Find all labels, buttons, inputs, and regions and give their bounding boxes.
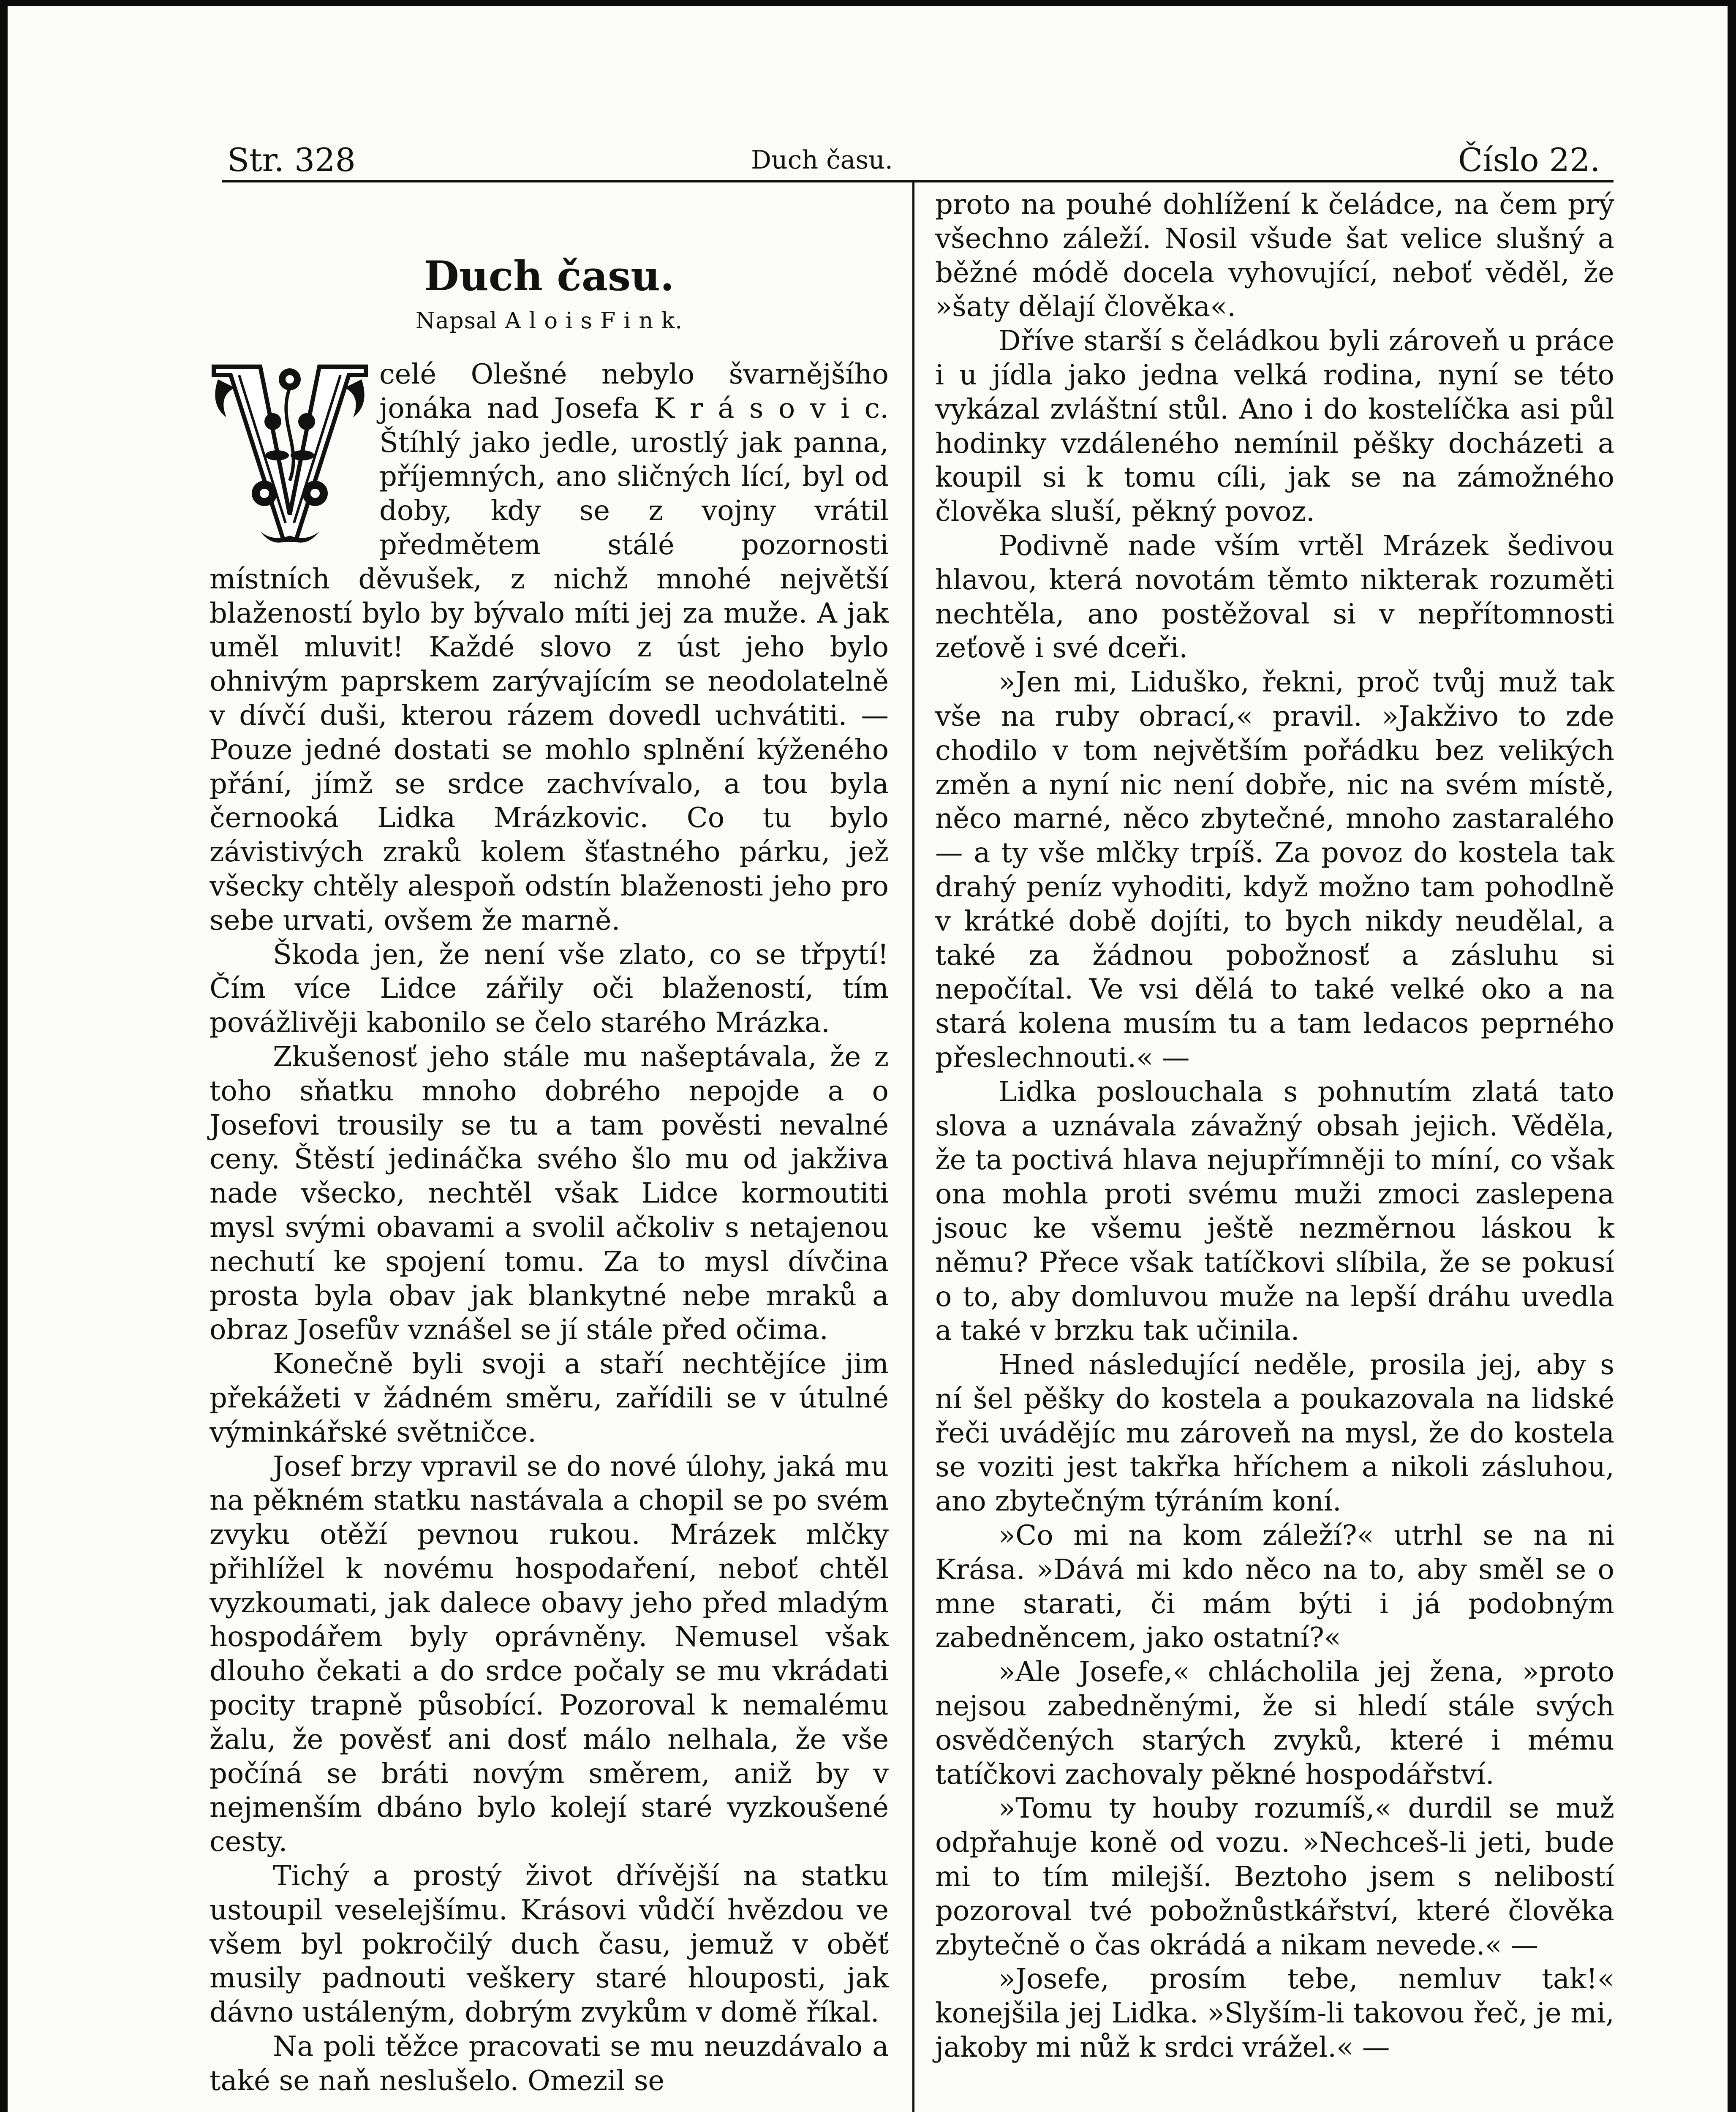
drop-cap-ornament-icon (210, 354, 370, 548)
page-number: Str. 328 (227, 141, 356, 179)
paragraph: proto na pouhé dohlížení k čeládce, na čem prý všechno záleží. Nosil všude šat velice slušný a běžné módě docela vyhovující, neboť věděl, že »šaty dělají člověka«. (935, 188, 1614, 323)
paragraph: Konečně byli svoji a staří nechtějíce jim překážeti v žádném směru, zařídili se v útulné výminkářské světničce. (210, 1348, 889, 1448)
article-title: Duch času. (424, 252, 675, 300)
header-rule (222, 180, 1614, 182)
paragraph: Podivně nade vším vrtěl Mrázek šedivou hlavou, která novotám těmto nikterak rozuměti nechtěla, ano postěžoval si v nepřítomnosti zeťově i své dceři. (935, 529, 1614, 664)
journal-title: Duch času. (751, 145, 893, 175)
ornamental-drop-cap (210, 354, 370, 548)
right-column (935, 188, 1614, 2065)
left-column (210, 188, 889, 2098)
paragraph: Lidka poslouchala s pohnutím zlatá tato slova a uznávala závažný obsah jejich. Věděla, že ta poctivá hlava nejupřímněji to míní, co však ona mohla proti svému muži zmoci zaslepena jsouc ke všemu ještě nezměrnou láskou k němu? Přece však tatíčkovi slíbila, že se pokusí o to, aby domluvou muže na lepší dráhu uvedla a také v brzku tak učinila. (935, 1075, 1614, 1347)
paragraph: »Tomu ty houby rozumíš,« durdil se muž odpřahuje koně od vozu. »Nechceš-li jeti, bude mi to tím milejší. Beztoho jsem s nelibostí pozoroval tvé pobožnůstkářství, které člověka zbytečně o čas okrádá a nikam nevede.« — (935, 1792, 1614, 1961)
paragraph: celé Olešné nebylo švarnějšího jonáka nad Josefa K r á s o v i c. Štíhlý jako jedle, urostlý jak panna, příjemných, ano sličných lící, byl od doby, kdy se z vojny vrátil předmětem stálé pozornosti místních děvušek, z nichž mnohé největší blažeností bylo by bývalo míti jej za muže. A jak uměl mluvit! Každé slovo z úst jeho bylo ohnivým paprskem zarývajícím se neodolatelně v dívčí duši, kterou rázem dovedl uchvátiti. — Pouze jedné dostati se mohlo splnění kýženého přání, jímž se srdce zachvívalo, a tou byla černooká Lidka Mrázkovic. Co tu bylo závistivých zraků kolem šťastného párku, jež všecky chtěly alespoň odstín blaženosti jeho pro sebe urvati, ovšem že marně. (210, 358, 889, 936)
column-divider (912, 180, 914, 2112)
paragraph: Na poli těžce pracovati se mu neuzdávalo a také se naň neslušelo. Omezil se (210, 2030, 889, 2097)
paragraph: Hned následující neděle, prosila jej, aby s ní šel pěšky do kostela a poukazovala na lidské řeči uvádějíc mu zároveň na mysl, že do kostela se voziti jest takřka hříchem a nikoli zásluhou, ano zbytečným týráním koní. (935, 1349, 1614, 1518)
paragraph: Škoda jen, že není vše zlato, co se třpytí! Čím více Lidce zářily oči blažeností, tím povážlivěji kabonilo se čelo starého Mrázka. (210, 938, 889, 1039)
running-header (8, 133, 1728, 188)
paragraph: Josef brzy vpravil se do nové úlohy, jaká mu na pěkném statku nastávala a chopil se po svém zvyku otěží pevnou rukou. Mrázek mlčky přihlížel k novému hospodaření, neboť chtěl vyzkoumati, jak dalece obavy jeho před mladým hospodářem byly oprávněny. Nemusel však dlouho čekati a do srdce počaly se mu vkrádati pocity trapně působící. Pozoroval k nemalému žalu, že pověsť ani dosť málo nelhala, že vše počíná se bráti novým směrem, aniž by v nejmenším dbáno bylo kolejí staré vyzkoušené cesty. (210, 1450, 889, 1858)
article-byline: Napsal A l o i s F i n k. (415, 308, 683, 334)
paragraph: »Co mi na kom záleží?« utrhl se na ni Krása. »Dává mi kdo něco na to, aby směl se o mne starati, či mám býti i já podobným zabedněncem, jako ostatní?« (935, 1519, 1614, 1654)
paragraph: »Josefe, prosím tebe, nemluv tak!« konejšila jej Lidka. »Slyším-li takovou řeč, je mi, jakoby mi nůž k srdci vrážel.« — (935, 1963, 1614, 2064)
paragraph: Zkušenosť jeho stále mu našeptávala, že z toho sňatku mnoho dobrého nepojde a o Josefovi trousily se tu a tam pověsti nevalné ceny. Štěstí jedináčka svého šlo mu od jakživa nade všecko, nechtěl však Lidce kormoutiti mysl svými obavami a svolil ačkoliv s netajenou nechutí ke spojení tomu. Za to mysl dívčina prosta byla obav jak blankytné nebe mraků a obraz Josefův vznášel se jí stále před očima. (210, 1040, 889, 1346)
paragraph: Tichý a prostý život dřívější na statku ustoupil veselejšímu. Krásovi vůdčí hvězdou ve všem byl pokročilý duch času, jemuž v oběť musily padnouti veškery staré hlouposti, jak dávno ustáleným, dobrým zvykům v domě říkal. (210, 1860, 889, 2029)
paragraph: Dříve starší s čeládkou byli zároveň u práce i u jídla jako jedna velká rodina, nyní se této vykázal zvláštní stůl. Ano i do kostelíčka asi půl hodinky vzdáleného nemínil pěšky docházeti a koupil si k tomu cíli, jak se na zámožného člověka sluší, pěkný povoz. (935, 325, 1614, 528)
paragraph: »Jen mi, Liduško, řekni, proč tvůj muž tak vše na ruby obrací,« pravil. »Jakživo to zde chodilo v tom největším pořádku bez velikých změn a nyní nic není dobře, nic na svém místě, něco marné, něco zbytečné, mnoho zastaralého — a ty vše mlčky trpíš. Za povoz do kostela tak drahý peníz vyhoditi, když možno tam pohodlně v krátké době dojíti, to bych nikdy neudělal, a také za žádnou pobožnosť a zásluhu si nepočítal. Ve vsi dělá to také velké oko a na stará kolena musím tu a tam ledacos peprného přeslechnouti.« — (935, 666, 1614, 1074)
page (8, 6, 1728, 2112)
paragraph: »Ale Josefe,« chlácholila jej žena, »proto nejsou zabedněnými, že si hledí stále svých osvědčených starých zvyků, které i mému tatíčkovi zachovaly pěkné hospodářství. (935, 1656, 1614, 1791)
issue-number: Číslo 22. (1458, 141, 1600, 179)
